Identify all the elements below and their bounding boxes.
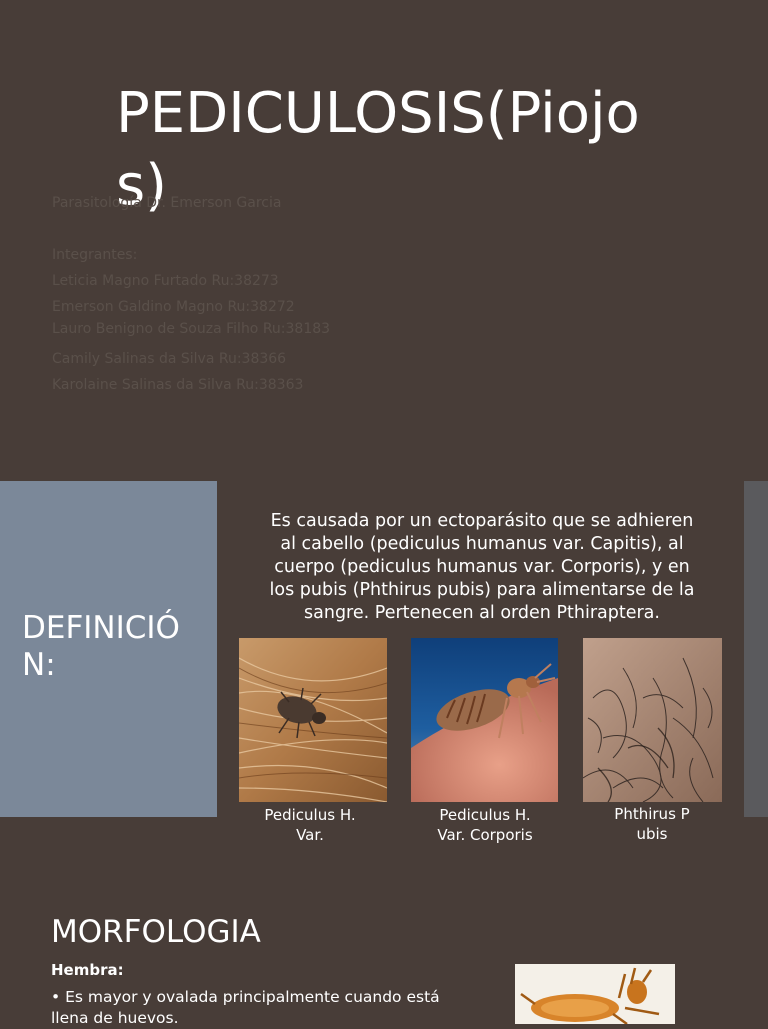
- next-slide-edge: [744, 481, 768, 817]
- members-heading: Integrantes:: [52, 247, 138, 263]
- caption-body-louse: Pediculus H. Var. Corporis: [437, 806, 533, 844]
- member-line: Camily Salinas da Silva Ru:38366: [52, 351, 287, 367]
- head-louse-photo: [239, 638, 387, 802]
- definition-heading: DEFINICIÓN:: [22, 610, 180, 683]
- female-subheading: Hembra:: [51, 961, 124, 979]
- slide-title: PEDICULOSIS(Piojos): [116, 81, 640, 218]
- member-line: Emerson Galdino Magno Ru:38272: [52, 299, 295, 315]
- pubic-louse-photo: [583, 638, 722, 802]
- blank-line: [52, 216, 372, 242]
- female-description: • Es mayor y ovalada principalmente cuando está llena de huevos.: [51, 988, 440, 1027]
- member-line: Karolaine Salinas da Silva Ru:38363: [52, 377, 304, 393]
- morfologia-heading: MORFOLOGIA: [51, 914, 261, 950]
- course-line: Parasitología Dr. Emerson Garcia: [52, 195, 282, 211]
- caption-head-louse: Pediculus H. Var.: [264, 806, 356, 844]
- member-line: Leticia Magno Furtado Ru:38273: [52, 273, 279, 289]
- caption-pubic-louse: Phthirus Pubis: [614, 805, 690, 843]
- body-louse-photo: [411, 638, 558, 802]
- louse-morphology-image: [515, 964, 675, 1024]
- definition-text: Es causada por un ectoparásito que se adhieren al cabello (pediculus humanus var. Capitis), al cuerpo (pediculus humanus var. Corporis), y en los pubis (Phthirus pubis) para alimentarse de la sangre. Pertenecen al orden Pthiraptera.: [269, 511, 695, 623]
- slide-subtitle: [52, 190, 372, 398]
- member-line: Lauro Benigno de Souza Filho Ru:38183: [52, 321, 331, 337]
